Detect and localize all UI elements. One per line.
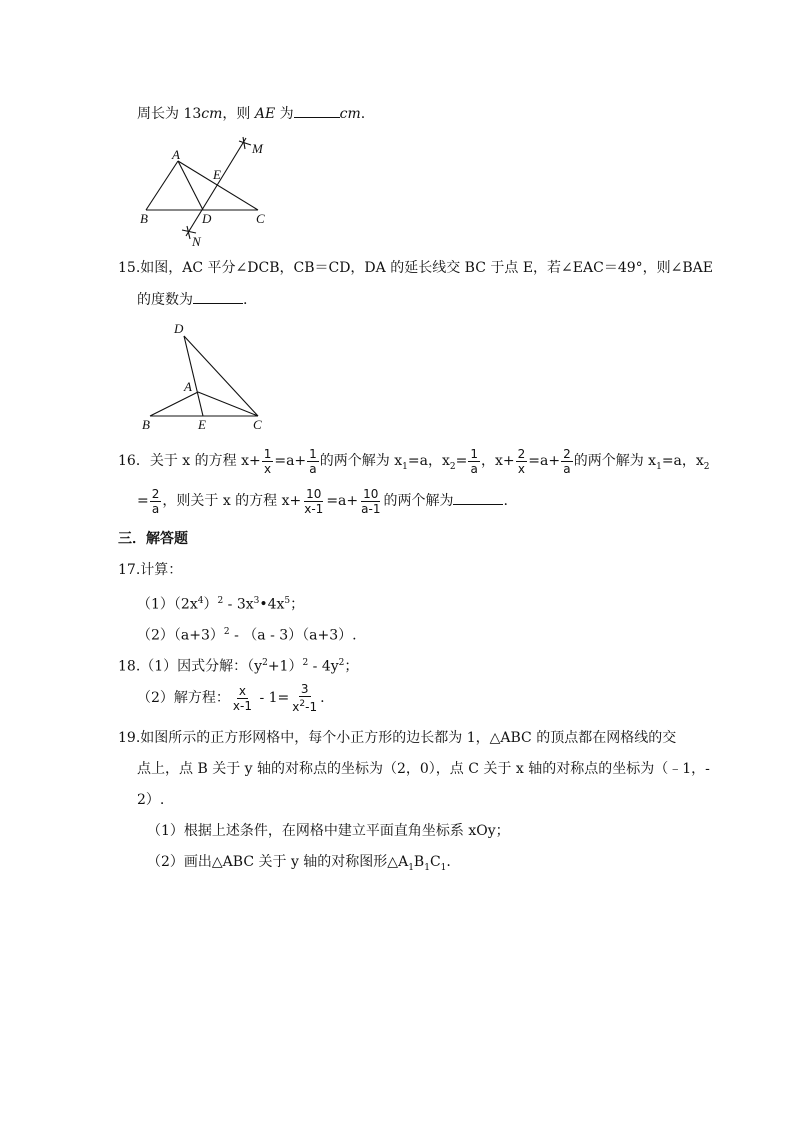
label-n: N — [192, 234, 201, 249]
q17-part2: $(2)(a+3)^2 - (a - 3)(a+3)$. — [137, 627, 357, 644]
q18-part1: 18.（1）因式分解：$(y^2+1)^2 - 4y^2$； — [118, 658, 359, 675]
q18-fraction-1: $\frac{x}{x-1}$ — [232, 683, 252, 713]
q19-part1: （1）根据上述条件，在网格中建立平面直角坐标系 xOy； — [147, 823, 510, 839]
q14-line — [137, 103, 365, 124]
q15-text-2: 的度数为 — [137, 292, 193, 308]
label-c: C — [253, 417, 262, 432]
seg-ac — [198, 392, 258, 416]
label-d: D — [174, 321, 184, 336]
q19-line1: 19.如图所示的正方形网格中，每个小正方形的边长都为 1，△ABC 的顶点都在网格线的交 — [118, 730, 677, 746]
label-m: M — [252, 141, 263, 156]
label-a: A — [172, 147, 180, 162]
q16-fraction-8: $\frac{10}{a-1}$ — [361, 486, 381, 516]
q19-line3: 2）. — [137, 792, 165, 808]
q19-line2: 点上，点 B 关于 y 轴的对称点的坐标为（2，0），点 C 关于 x 轴的对称点的坐标为（﹣1，- — [137, 761, 710, 777]
q16-fraction-7: $\frac{10}{x-1}$ — [304, 486, 324, 516]
q14-unit-cm-2: cm — [339, 106, 361, 122]
q16-fraction-5: $\frac{2}{a}$ — [563, 446, 571, 476]
arc-mark-n2 — [187, 226, 190, 239]
q16-answer-blank[interactable] — [453, 490, 503, 505]
q14-tail: . — [360, 106, 366, 122]
q16-fraction-2: $\frac{1}{a}$ — [309, 446, 317, 476]
q19-part2: （2）画出△ABC 关于 y 轴的对称图形$\triangle A_1B_1C_1$. — [147, 854, 451, 873]
seg-ab — [146, 161, 178, 210]
label-e: E — [213, 167, 221, 182]
q16-number: 16． — [118, 453, 150, 469]
q14-answer-blank[interactable] — [294, 103, 340, 118]
q18-part2: （2）解方程： $\frac{x}{x-1}$ - 1= $\frac{3}{x^2-1}$ . — [137, 682, 325, 714]
label-c: C — [256, 211, 265, 226]
seg-ba — [150, 392, 198, 416]
q17-part1: $(1)(2x^4)^2$ - $3x^3•4x^5$； — [137, 596, 305, 613]
label-b: B — [142, 417, 150, 432]
figure-q15 — [138, 318, 278, 436]
arc-mark-m1 — [239, 141, 251, 145]
figure-q14 — [130, 130, 280, 252]
section-heading: 三．解答题 — [118, 531, 188, 547]
q16-fraction-1: $\frac{1}{x}$ — [263, 446, 272, 476]
label-d: D — [202, 211, 212, 226]
q14-unit-cm: cm — [201, 106, 223, 122]
seg-de — [184, 336, 203, 416]
q15-line1 — [118, 258, 713, 278]
label-e: E — [198, 417, 206, 432]
q18-fraction-2: $\frac{3}{x^2-1}$ — [292, 682, 318, 714]
seg-dc — [184, 336, 258, 416]
q16-line2: = $\frac{2}{a}$ ，则关于 x 的方程 x+ $\frac{10}{x-1}$ =a+ $\frac{10}{a-1}$ 的两个解为 . — [137, 486, 508, 516]
q14-text-b: ，则 — [222, 106, 255, 122]
perpendicular-bisector-mn — [186, 138, 246, 236]
q16-line1: 16．关于 x 的方程 x+ $\frac{1}{x}$ =a+ $\frac{1}{a}$ 的两个解为 $x_1=a$，$x_2=$ $\frac{1}{a}$ ，x+ $\frac{2}{x}$ =a+ $\frac{2}{a}$ 的两个解为 $x_1=a$，$x_2$ — [118, 446, 710, 476]
q17-title: 17.计算： — [118, 562, 183, 578]
label-b: B — [140, 211, 148, 226]
q14-text-a: 周长为 13 — [137, 106, 202, 122]
q16-text-1: 关于 x 的方程 x+ — [149, 453, 261, 469]
q16-fraction-6: $\frac{2}{a}$ — [151, 486, 160, 516]
q15-line2 — [137, 289, 247, 310]
q15-number: 15. — [118, 260, 141, 276]
q14-var-ae: AE — [254, 106, 276, 122]
q15-tail: . — [243, 292, 248, 308]
q15-answer-blank[interactable] — [193, 289, 243, 304]
q14-text-c: 为 — [275, 106, 294, 122]
q15-text-1: 如图，AC 平分∠DCB，CB＝CD，DA 的延长线交 BC 于点 E，若∠EAC＝49°，则∠BAE — [140, 260, 713, 276]
q16-fraction-3: $\frac{1}{a}$ — [470, 446, 478, 476]
label-a: A — [184, 379, 192, 394]
q16-fraction-4: $\frac{2}{x}$ — [517, 446, 526, 476]
